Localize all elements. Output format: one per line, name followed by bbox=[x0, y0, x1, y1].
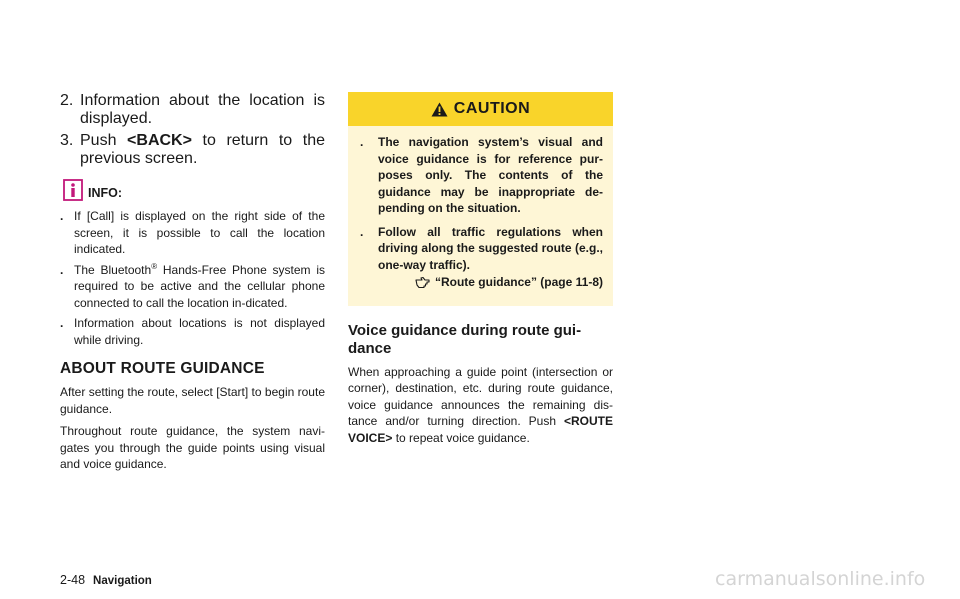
list-item bbox=[360, 224, 603, 291]
info-icon bbox=[60, 178, 84, 202]
list-item bbox=[60, 208, 325, 258]
paragraph: After setting the route, select [Start] to begin route guidance. bbox=[60, 385, 325, 416]
text-post: Hands-Free Phone system is required to be active and the cellular phone connected to call the location in-dicated. bbox=[74, 262, 326, 310]
list-item-text: If [Call] is displayed on the right side of the screen, it is possible to call the location indicated. bbox=[74, 209, 325, 256]
right-column bbox=[348, 92, 613, 452]
registered-mark: ® bbox=[151, 261, 158, 271]
pointing-hand-icon bbox=[415, 274, 431, 290]
step-text: Information about the location is displayed. bbox=[80, 92, 325, 127]
page-reference bbox=[378, 274, 603, 291]
bullet-icon: . bbox=[360, 224, 364, 239]
section-name: Navigation bbox=[93, 575, 152, 587]
bullet-icon: . bbox=[360, 135, 364, 149]
back-key: <BACK> bbox=[127, 132, 192, 149]
section-heading: ABOUT ROUTE GUIDANCE bbox=[60, 360, 265, 377]
page-number: 2-48 bbox=[60, 573, 86, 587]
caution-title: CAUTION bbox=[453, 100, 531, 117]
info-label: INFO: bbox=[88, 186, 123, 200]
bullet-icon: . bbox=[60, 209, 64, 223]
step-text-pre: Push bbox=[80, 132, 128, 149]
step-3 bbox=[60, 132, 325, 168]
text-pre: The Bluetooth bbox=[74, 262, 152, 277]
subsection-heading: Voice guidance during route gui-dance bbox=[348, 321, 582, 357]
list-item-text bbox=[378, 224, 603, 291]
caution-text: Follow all traffic regulations when driving along the suggested route (e.g., one-way traffic). bbox=[378, 224, 603, 272]
caution-list bbox=[348, 126, 613, 291]
route-voice-key: <ROUTE VOICE> bbox=[348, 414, 613, 445]
caution-box bbox=[348, 92, 613, 306]
info-list bbox=[60, 208, 325, 348]
paragraph: Throughout route guidance, the system navi-gates you through the guide points using visual and voice guidance. bbox=[60, 424, 325, 471]
text-post: to repeat voice guidance. bbox=[392, 430, 530, 445]
info-header bbox=[60, 178, 325, 202]
step-text-post: to return to the previous screen. bbox=[80, 132, 325, 167]
list-item bbox=[60, 315, 325, 348]
text-pre: When approaching a guide point (intersection or corner), destination, etc. during route guidance, voice guidance announces the remaining dis-tance and/or turning direction. Push bbox=[348, 364, 613, 428]
list-item-text: The navigation system’s visual and voice guidance is for reference pur-poses only. The contents of the guidance may be inappropriate de-pending on the situation. bbox=[378, 135, 603, 215]
caution-header bbox=[348, 92, 613, 126]
step-text bbox=[80, 132, 325, 168]
page-footer bbox=[60, 573, 152, 587]
list-item bbox=[60, 262, 325, 312]
step-number: 2. bbox=[60, 92, 74, 109]
step-number: 3. bbox=[60, 132, 74, 149]
left-column bbox=[60, 92, 325, 479]
paragraph bbox=[348, 364, 613, 447]
list-item bbox=[360, 134, 603, 217]
list-item-text bbox=[74, 262, 325, 312]
list-item-text: Information about locations is not displayed while driving. bbox=[74, 316, 325, 347]
reference-text: “Route guidance” (page 11-8) bbox=[434, 275, 603, 289]
watermark: carmanualsonline.info bbox=[715, 568, 926, 590]
warning-icon bbox=[431, 102, 448, 117]
bullet-icon: . bbox=[60, 262, 64, 277]
step-2 bbox=[60, 92, 325, 128]
bullet-icon: . bbox=[60, 316, 64, 330]
